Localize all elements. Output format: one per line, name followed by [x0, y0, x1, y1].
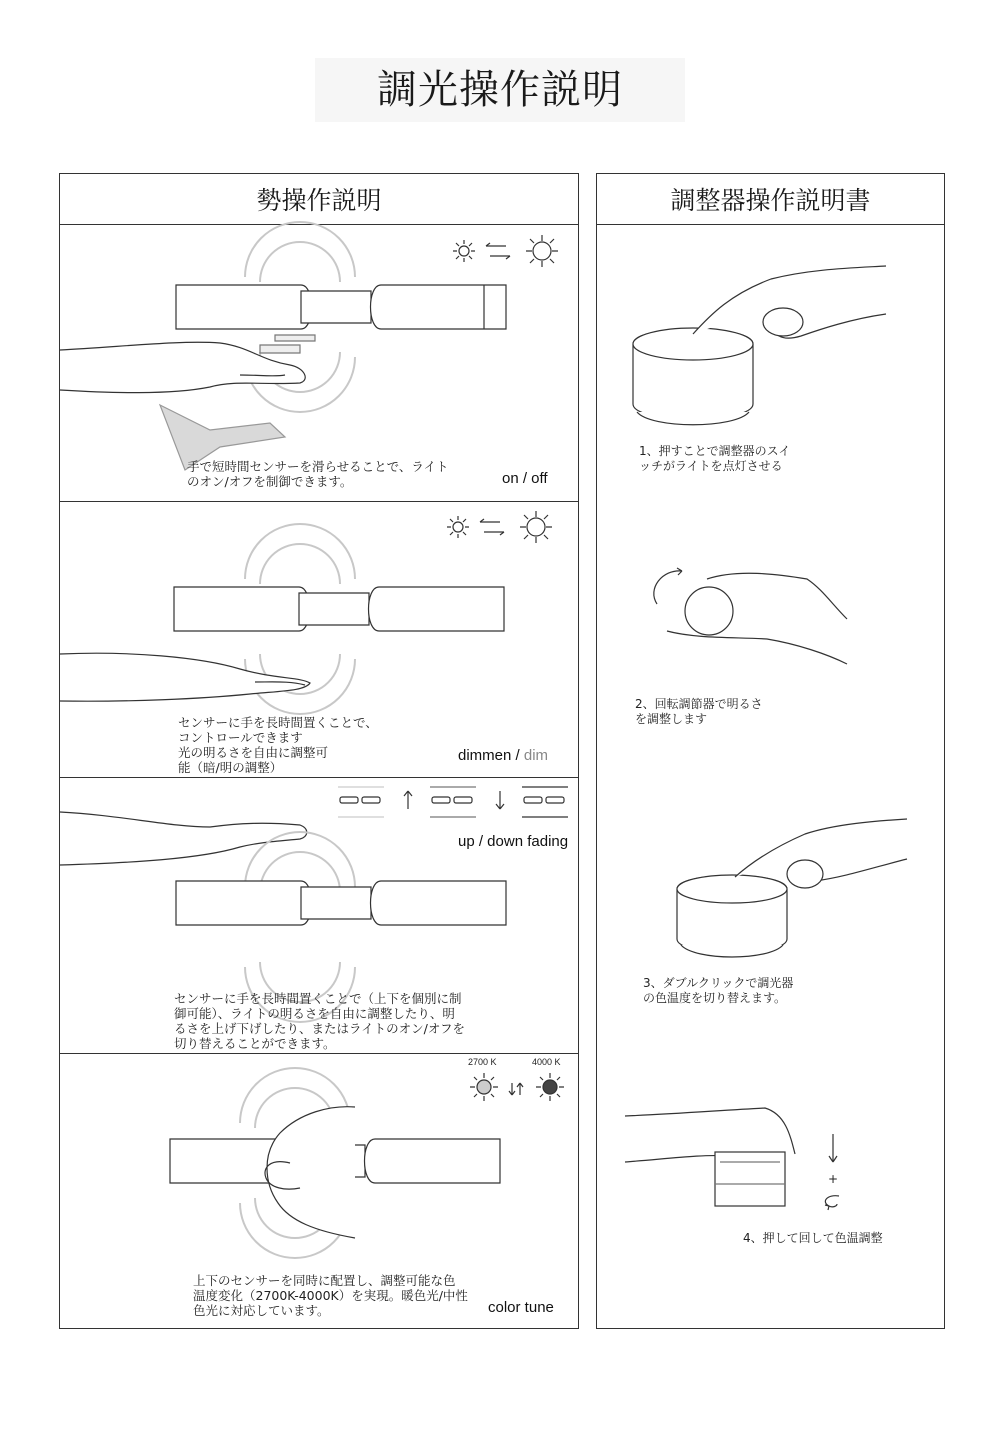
controller-panel	[596, 173, 945, 1329]
color-temp-toggle-icon	[468, 1069, 578, 1109]
press-knob-illustration	[631, 264, 911, 444]
rotate-knob-illustration	[637, 559, 867, 689]
sun-toggle-icon	[444, 505, 564, 555]
fading-direction-icons	[338, 781, 578, 826]
hand-hover-illustration	[60, 649, 320, 709]
fading-description: センサーに手を長時間置くことで（上下を個別に制 御可能）、ライトの明るさを自由に調整したり、明 るさを上げ下げしたり、またはライトのオン/オフを 切り替えることができます。	[174, 991, 465, 1051]
page-title: 調光操作説明	[315, 58, 685, 122]
dim-description: センサーに手を長時間置くことで、 コントロールできます 光の明るさを自由に調整可 能（暗/明の調整）	[178, 715, 378, 775]
sun-toggle-icon	[450, 229, 570, 279]
section-on-off	[60, 225, 578, 502]
light-bar-illustration	[174, 283, 509, 333]
double-click-knob-illustration	[675, 819, 915, 979]
step-4: 4、押して回して色温調整	[743, 1231, 883, 1245]
step-4-plus: +	[828, 1172, 839, 1186]
rotate-arrow-icon	[819, 1192, 849, 1212]
mode-label-on-off: on / off	[502, 470, 548, 487]
light-bar-illustration	[172, 585, 507, 635]
section-up-down-fading	[60, 777, 578, 1054]
step-2: 2、回転調節器で明るさ を調整します	[635, 697, 763, 726]
mode-label-dim: dimmen / dim	[458, 747, 549, 764]
gesture-panel-title: 勢操作説明	[60, 174, 578, 225]
section-dim	[60, 501, 578, 778]
warm-temp-label: 2700 K	[468, 1057, 497, 1067]
step-3: 3、ダブルクリックで調光器 の色温度を切り替えます。	[643, 976, 794, 1005]
mode-label-color-tune: color tune	[488, 1299, 554, 1316]
section-color-tune	[60, 1053, 578, 1329]
step-1: 1、押すことで調整器のスイ ッチがライトを点灯させる	[639, 444, 791, 473]
gesture-panel	[59, 173, 579, 1329]
mode-label-fading: up / down fading	[458, 833, 569, 850]
on-off-description: 手で短時間センサーを滑らせることで、ライト のオン/オフを制御できます。	[187, 459, 449, 489]
hand-swipe-illustration	[60, 335, 330, 465]
cool-temp-label: 4000 K	[532, 1057, 561, 1067]
controller-panel-title: 調整器操作説明書	[597, 174, 944, 225]
light-bar-illustration	[174, 879, 509, 929]
color-tune-description: 上下のセンサーを同時に配置し、調整可能な色 温度変化（2700K-4000K）を実現。暖色光/中性 色光に対応しています。	[193, 1273, 468, 1318]
hand-grip-illustration	[260, 1103, 370, 1253]
